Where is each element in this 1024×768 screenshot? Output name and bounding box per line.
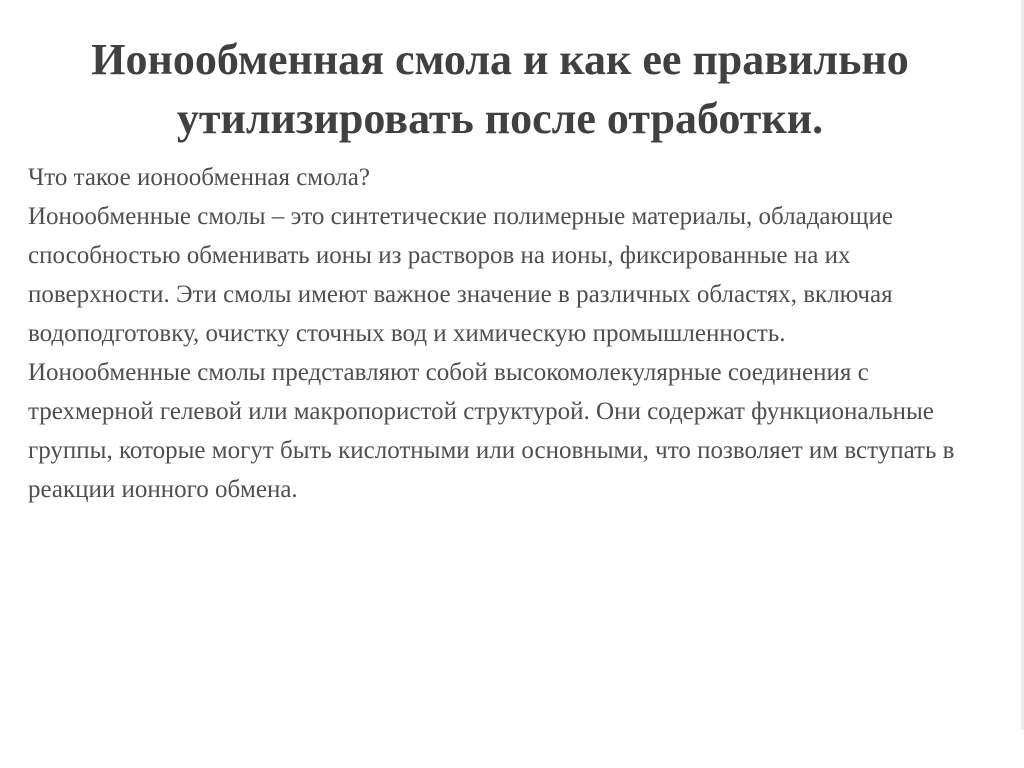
section-question: Что такое ионообменная смола?: [28, 164, 370, 191]
paragraph-definition: Ионообменные смолы – это синтетические полимерные материалы, обладающие способностью обменивать ионы из растворов на ионы, фиксированные на их поверхности. Эти смолы имеют важное значение в различных областях, включая водоподготовку, очистку сточных вод и химическую промышленность.: [28, 203, 893, 347]
article-title: Ионообменная смола и как ее правильно утилизировать после отработки.: [91, 35, 909, 143]
article-body: [0, 158, 968, 509]
paragraph-structure: Ионообменные смолы представляют собой высокомолекулярные соединения с трехмерной гелевой или макропористой структурой. Они содержат функциональные группы, которые могут быть кислотными или основными, что позволяет им вступать в реакции ионного обмена.: [28, 359, 955, 503]
